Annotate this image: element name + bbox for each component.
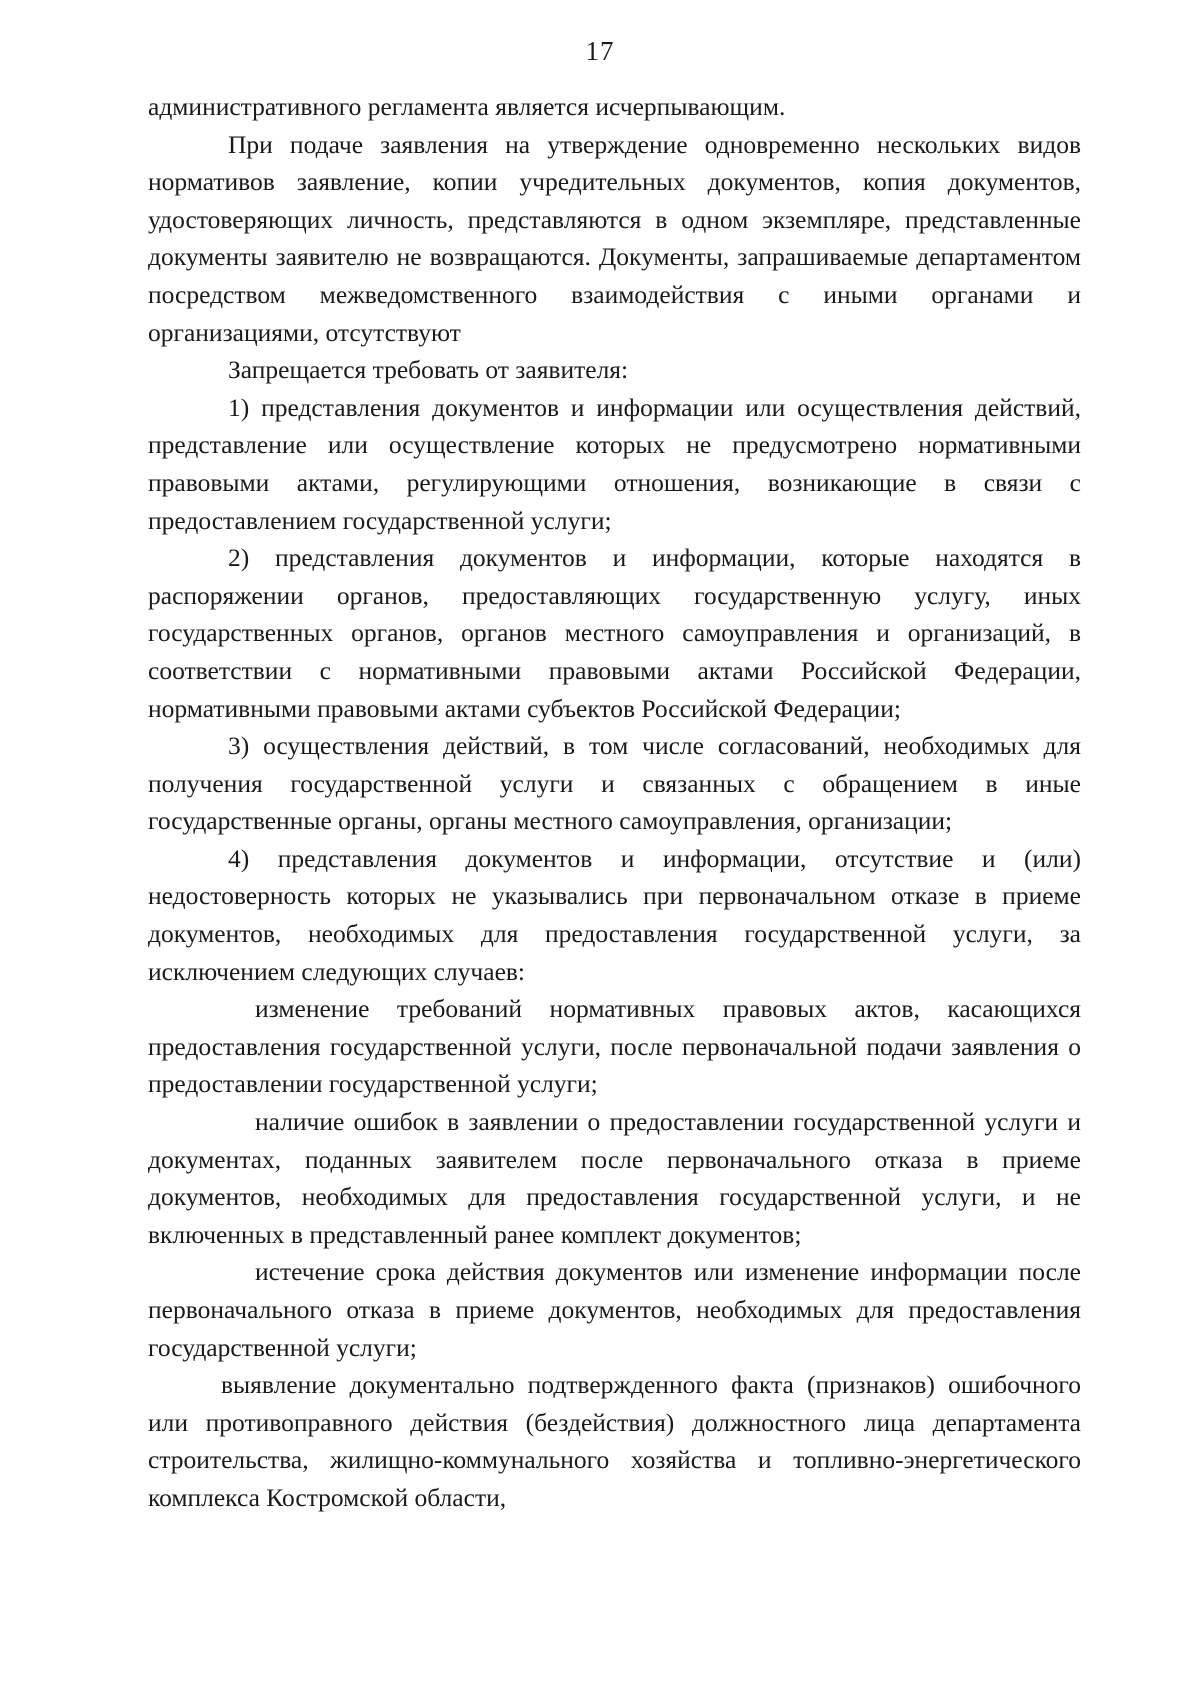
exception-case-1: изменение требований нормативных правовых актов, касающихся предоставления государственной услуги, после первоначальной подачи заявления о предоставлении государственной услуги; bbox=[148, 994, 1081, 1099]
page-number: 17 bbox=[585, 36, 615, 66]
document-body bbox=[148, 88, 1081, 1517]
paragraph-prohibition-intro: Запрещается требовать от заявителя: bbox=[228, 355, 629, 385]
paragraph-submission-rules: При подаче заявления на утверждение одновременно нескольких видов нормативов заявление, копии учредительных документов, копия документов, удостоверяющих личность, представляются в одном экземпляре, представленные документы заявителю не возвращаются. Документы, запрашиваемые департаментом посредством межведомственного взаимодействия с иными органами и организациями, отсутствуют bbox=[148, 129, 1081, 347]
list-item-2: 2) представления документов и информации, которые находятся в распоряжении органов, предоставляющих государственную услугу, иных государственных органов, органов местного самоуправления и организаций, в соответствии с нормативными правовыми актами Российской Федерации, нормативными правовыми актами субъектов Российской Федерации; bbox=[148, 543, 1081, 723]
exception-case-2: наличие ошибок в заявлении о предоставлении государственной услуги и документах, поданных заявителем после первоначального отказа в приеме документов, необходимых для предоставления государственной услуги, и не включенных в представленный ранее комплект документов; bbox=[148, 1107, 1081, 1249]
exception-case-4: выявление документально подтвержденного факта (признаков) ошибочного или противоправного действия (бездействия) должностного лица департамента строительства, жилищно-коммунального хозяйства и топливно-энергетического комплекса Костромской области, bbox=[148, 1370, 1081, 1512]
paragraph-continuation: административного регламента является исчерпывающим. bbox=[148, 92, 786, 121]
list-item-1: 1) представления документов и информации или осуществления действий, представление или осуществление которых не предусмотрено нормативными правовыми актами, регулирующими отношения, возникающие в связи с предоставлением государственной услуги; bbox=[148, 392, 1081, 535]
list-item-3: 3) осуществления действий, в том числе согласований, необходимых для получения государственной услуги и связанных с обращением в иные государственные органы, органы местного самоуправления, организации; bbox=[148, 731, 1081, 836]
list-item-4: 4) представления документов и информации, отсутствие и (или) недостоверность которых не указывались при первоначальном отказе в приеме документов, необходимых для предоставления государственной услуги, за исключением следующих случаев: bbox=[148, 843, 1081, 986]
exception-case-3: истечение срока действия документов или изменение информации после первоначального отказа в приеме документов, необходимых для предоставления государственной услуги; bbox=[148, 1257, 1081, 1362]
